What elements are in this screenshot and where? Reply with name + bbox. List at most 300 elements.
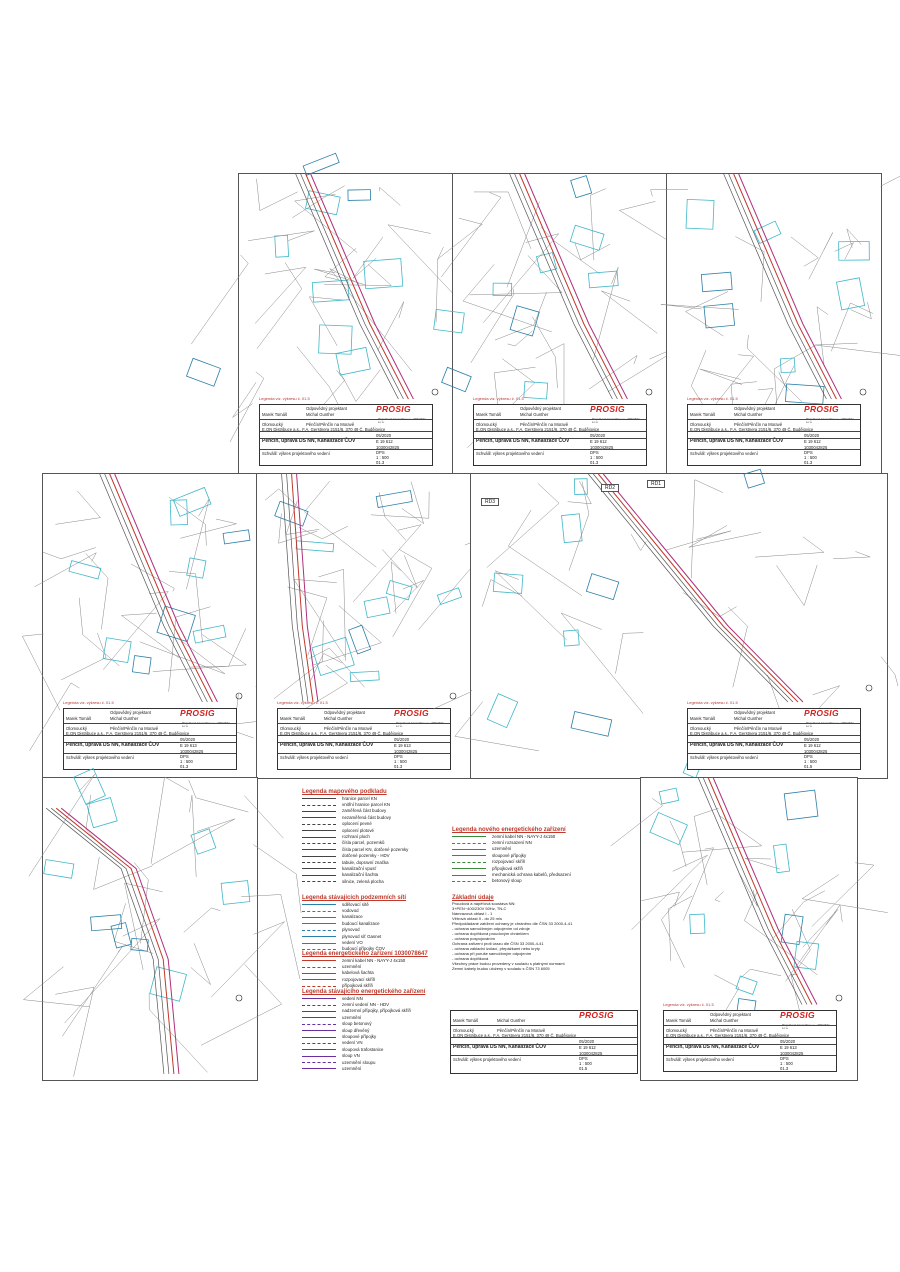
legend-swatch (302, 936, 336, 937)
building-outline (701, 272, 732, 292)
title-block (687, 404, 861, 466)
legend-swatch (302, 817, 336, 818)
legend-text: sloupové přípojky (492, 852, 527, 858)
parcel-boundary (741, 969, 781, 978)
legend-swatch (302, 911, 336, 912)
legend-existing-title: Legenda stávajících podzemních sítí (302, 895, 407, 901)
parcel-boundary (189, 780, 249, 812)
region: Olomoucký (476, 422, 497, 427)
legend-text: dotčené pozemky - HDV (342, 853, 390, 859)
legend-swatch (302, 1030, 336, 1031)
place: Pěnčín/Pěnčín na Moravě (324, 726, 373, 731)
legend-text: sloupové přípojky (342, 1033, 377, 1039)
cable-route (598, 474, 798, 702)
parcel-boundary (740, 874, 758, 906)
title-block-divider (688, 431, 860, 432)
contract-number: 1030042825 (394, 749, 418, 754)
legend-text: sloup dřevěný (342, 1027, 370, 1033)
legend-swatch (302, 1062, 336, 1063)
crosshair-icon (236, 693, 242, 699)
site-plan-map (43, 778, 257, 1080)
parcel-boundary (189, 795, 196, 877)
place: Pěnčín/Pěnčín na Moravě (110, 726, 159, 731)
legend-text: silnice, zelená plocha (342, 878, 384, 884)
investor: E.ON Distribuce a.s., F.A. Gerstnera 2151/6, 370 49 Č. Budějovice (666, 1033, 790, 1038)
legend-text: kanalizační vpusť (342, 865, 377, 871)
parcel-boundary (180, 519, 236, 538)
scale: 1 : 500 (394, 759, 407, 764)
legend-existing-items (302, 902, 442, 953)
sheet-number: 01.3 (590, 460, 599, 465)
title-block-divider (688, 723, 860, 724)
legend-swatch (302, 856, 336, 857)
title-block-divider (260, 438, 432, 439)
title-block-divider (64, 753, 236, 754)
basic-data-line: Ochrana zařízení proti úrazu dle ČSN 33 2000-4-41 (452, 941, 544, 946)
drawing-number: E 19 613 (780, 1045, 797, 1050)
legend-text: budoucí přípojky ČOV (342, 946, 385, 952)
parcel-boundary (817, 307, 828, 367)
phase: DPS (804, 754, 813, 759)
legend-swatch (452, 881, 486, 882)
legend-text: kanalizace (342, 914, 363, 920)
legend-reference-note: Legenda viz. výkresu č. 01.5 (277, 700, 328, 705)
designer-label: Odpovědný projektant (734, 406, 775, 411)
date: 05/2020 (590, 433, 606, 438)
legend-swatch (302, 998, 336, 999)
crosshair-icon (236, 995, 242, 1001)
designer-name: Michal Gunther (734, 716, 763, 721)
date: 05/2020 (579, 1039, 595, 1044)
parcel-boundary (393, 549, 432, 636)
author-name: Marek Tomáš (453, 1018, 479, 1023)
approval-note: Schválil: výkres projektového vedení (66, 755, 134, 760)
author-name: Marek Tomáš (66, 716, 92, 721)
legend-text: sdělovací sítě (342, 901, 369, 907)
legend-swatch (452, 868, 486, 869)
parcel-boundary (683, 593, 736, 617)
parcel-boundary (569, 482, 589, 571)
designer-label: Odpovědný projektant (306, 406, 347, 411)
title-block (473, 404, 647, 466)
building-outline (588, 271, 618, 288)
crosshair-icon (866, 685, 872, 691)
building-outline (487, 694, 517, 728)
parcel-boundary (244, 796, 283, 839)
legend-text: uzemnění (342, 1014, 362, 1020)
designer-name: Michal Gunther (110, 716, 139, 721)
legend-text: plynovod síť Gasnet (342, 933, 382, 939)
legend-existing-networks (302, 896, 442, 953)
legend-swatch (302, 904, 336, 905)
legend-text: zemní vedení NN - HDV (342, 1001, 390, 1007)
building-outline (839, 241, 870, 260)
title-block-divider (474, 449, 646, 450)
contract-number: 1030042825 (780, 1051, 804, 1056)
parcel-boundary (304, 481, 376, 567)
designer-name: Michal Gunther (520, 412, 549, 417)
parcel-boundary (23, 967, 89, 1007)
designer-label: Odpovědný projektant (324, 710, 365, 715)
title-block-divider (64, 723, 236, 724)
building-outline (704, 304, 735, 328)
parcel-boundary (715, 891, 724, 901)
legend-map-basis (302, 790, 442, 885)
legend-swatch (302, 798, 336, 799)
investor: E.ON Distribuce a.s., F.A. Gerstnera 2151/6, 370 49 Č. Budějovice (280, 731, 404, 736)
legend-swatch (302, 862, 336, 863)
basic-data-line: 3+PEN~400/230V 50Hz, TN-C (452, 906, 507, 911)
building-outline (364, 259, 403, 289)
approval-note: Schválil: výkres projektového vedení (453, 1057, 521, 1062)
drawing-number: E 19 612 (804, 743, 821, 748)
parcel-boundary (169, 607, 211, 692)
legend-text: přípojková skříň (342, 983, 373, 989)
project-title: Pěnčín, úprava DS NN, Kanalizace ČOV (453, 1044, 547, 1050)
parcel-boundary (121, 613, 178, 658)
parcel-boundary (495, 571, 567, 640)
legend-reference-note: Legenda viz. výkresu č. 01.5 (687, 396, 738, 401)
building-outline (437, 588, 461, 605)
parcel-boundary (615, 633, 643, 674)
parcel-boundary (593, 267, 618, 360)
building-outline (650, 813, 688, 845)
title-block-divider (664, 1025, 836, 1026)
legend-swatch (302, 917, 336, 918)
parcel-boundary (103, 592, 168, 670)
sheet-number: 01.3 (180, 764, 189, 769)
legend-swatch (452, 875, 486, 876)
legend-text: kabelová šachta (342, 970, 374, 976)
contract-number: 1030042825 (804, 749, 828, 754)
parcel-boundary (388, 225, 456, 297)
building-outline (111, 923, 131, 948)
sheet-s7 (42, 777, 258, 1081)
building-outline (571, 176, 592, 198)
parcel-boundary (471, 289, 514, 363)
title-block-divider (664, 1055, 836, 1056)
legend-swatch (302, 967, 336, 968)
project-title: Pěnčín, úprava DS NN, Kanalizace ČOV (666, 1044, 760, 1050)
investor: E.ON Distribuce a.s., F.A. Gerstnera 2151/6, 370 49 Č. Budějovice (690, 731, 814, 736)
investor: E.ON Distribuce a.s., F.A. Gerstnera 2151/6, 370 49 Č. Budějovice (690, 427, 814, 432)
legend-item (302, 879, 442, 885)
parcel-boundary (190, 628, 245, 667)
legend-item (302, 1066, 442, 1072)
crosshair-icon (432, 389, 438, 395)
parcel-boundary (241, 895, 300, 980)
legend-swatch (302, 1056, 336, 1057)
project-title: Pěnčín, úprava DS NN, Kanalizace ČOV (476, 438, 570, 444)
building-outline (376, 491, 412, 508)
legend-swatch (452, 843, 486, 844)
legend-equip-items (302, 958, 442, 990)
author-name: Marek Tomáš (262, 412, 288, 417)
road-edge (105, 474, 208, 702)
sheet-s3 (666, 173, 882, 475)
legend-equip-title: Legenda energetického zařízení 1030078647 (302, 951, 428, 957)
legend-text: betonový sloup (492, 878, 522, 884)
legend-text: vodovod (342, 907, 359, 913)
contract-number: 1030042825 (579, 1051, 603, 1056)
legend-current (302, 990, 442, 1072)
approval-note: Schválil: výkres projektového vedení (476, 451, 544, 456)
cable-route (603, 474, 803, 702)
title-block-divider (474, 431, 646, 432)
prosig-subtitle: Projektová kancelář s.r.o. / PROSIG s.r.o. (396, 721, 444, 729)
road-edge (301, 174, 404, 399)
basic-data-line: Předpokládané zatížení ochrany je chráněno dle ČSN 33 2000-4-41 (452, 921, 573, 926)
legend-text: vedení VN (342, 1040, 363, 1046)
sheet-number: 01.5 (804, 764, 813, 769)
legend-swatch (302, 1011, 336, 1012)
title-block-divider (451, 1044, 637, 1045)
drawing-number: E 19 613 (180, 743, 197, 748)
phase: DPS (780, 1056, 789, 1061)
parcel-boundary (507, 202, 540, 288)
parcel-boundary (211, 922, 284, 997)
plot-label-rd2: RD2 (601, 484, 619, 492)
designer-name: Michal Gunther (734, 412, 763, 417)
region: Olomoucký (453, 1028, 474, 1033)
title-block (687, 708, 861, 770)
cable-route (61, 808, 179, 1074)
sheet-number: 01.3 (376, 460, 385, 465)
approval-note: Schválil: výkres projektového vedení (690, 451, 758, 456)
title-block-divider (451, 1025, 637, 1026)
legend-current-title: Legenda stávajícího energetického zařízení (302, 989, 426, 995)
prosig-subtitle: Projektová kancelář s.r.o. / PROSIG s.r.o. (806, 417, 854, 425)
designer-name: Michal Gunther (306, 412, 335, 417)
title-block (63, 708, 237, 770)
sheet-s4 (42, 473, 258, 779)
building-outline (170, 500, 187, 525)
basic-data-line: - ochrana doplňková proudovým chráničem (452, 931, 529, 936)
region: Olomoucký (690, 422, 711, 427)
basic-data-title: Základní údaje (452, 895, 494, 901)
scale: 1 : 500 (804, 759, 817, 764)
prosig-logo: PROSIG (180, 708, 215, 718)
date: 05/2020 (804, 433, 820, 438)
parcel-boundary (689, 525, 761, 547)
parcel-boundary (791, 237, 818, 266)
prosig-logo: PROSIG (804, 708, 839, 718)
legend-text: sloup VN (342, 1053, 360, 1059)
parcel-boundary (833, 552, 870, 559)
drawing-number: E 19 612 (376, 439, 393, 444)
title-block-divider (664, 1044, 836, 1045)
contract-number: 1030042825 (376, 445, 400, 450)
legend-text: rozhraní ploch (342, 833, 370, 839)
region: Olomoucký (690, 726, 711, 731)
parcel-boundary (382, 550, 417, 588)
legend-text: vnitřní hranice parcel KN (342, 801, 391, 807)
place: Pěnčín/Pěnčín na Moravě (497, 1028, 546, 1033)
legend-equipment (302, 952, 442, 990)
building-outline (386, 580, 412, 599)
parcel-boundary (62, 947, 122, 1036)
parcel-boundary (532, 317, 557, 388)
parcel-boundary (353, 237, 383, 278)
author-name: Marek Tomáš (280, 716, 306, 721)
parcel-boundary (694, 808, 718, 885)
parcel-boundary (255, 267, 306, 323)
parcel-boundary (881, 169, 900, 236)
project-title: Pěnčín, úprava DS NN, Kanalizace ČOV (280, 742, 374, 748)
region: Olomoucký (262, 422, 283, 427)
parcel-boundary (149, 993, 207, 1072)
legend-text: oplocení plotové (342, 827, 374, 833)
drawing-number: E 19 613 (394, 743, 411, 748)
basic-data-line: Všechny práce budou provedeny v souladu s platnými normami (452, 961, 565, 966)
parcel-boundary (341, 370, 381, 402)
legend-swatch (302, 849, 336, 850)
parcel-boundary (474, 192, 531, 249)
legend-text: rozpojovací skříň (342, 976, 376, 982)
date: 05/2020 (180, 737, 196, 742)
place: Pěnčín/Pěnčín na Moravě (710, 1028, 759, 1033)
legend-swatch (452, 862, 486, 863)
title-block-divider (688, 419, 860, 420)
parcel-boundary (191, 943, 211, 984)
legend-swatch (452, 855, 486, 856)
plot-label-rd3: RD3 (481, 498, 499, 506)
building-outline (132, 656, 151, 674)
legend-text: uzemnění (342, 963, 362, 969)
prosig-logo: PROSIG (780, 1010, 815, 1020)
building-outline (364, 597, 390, 618)
parcel-boundary (299, 526, 348, 539)
project-title: Pěnčín, úprava DS NN, Kanalizace ČOV (66, 742, 160, 748)
author-name: Marek Tomáš (690, 412, 716, 417)
parcel-boundary (234, 694, 253, 738)
legend-text: vedení VO (342, 939, 363, 945)
title-block-divider (260, 419, 432, 420)
legend-text: zemní rozsazení NN (492, 839, 532, 845)
basic-data-lines (452, 901, 632, 971)
legend-swatch (302, 805, 336, 806)
building-outline (303, 153, 339, 175)
parcel-boundary (483, 234, 559, 323)
title-block-divider (278, 753, 450, 754)
parcel-boundary (86, 553, 108, 629)
title-block (259, 404, 433, 466)
parcel-boundary (776, 565, 817, 605)
phase: DPS (579, 1056, 588, 1061)
parcel-boundary (309, 297, 344, 346)
legend-text: nadzemní přípojky, přípojková skříň (342, 1008, 411, 1014)
parcel-boundary (257, 179, 298, 211)
legend-text: čísla parcel KN, dotčené pozemky (342, 846, 409, 852)
parcel-boundary (661, 304, 739, 309)
building-outline (69, 561, 101, 579)
investor: E.ON Distribuce a.s., F.A. Gerstnera 2151/6, 370 49 Č. Budějovice (476, 427, 600, 432)
parcel-boundary (330, 269, 412, 371)
legend-new-items (452, 834, 632, 885)
parcel-boundary (686, 292, 728, 337)
parcel-boundary (601, 291, 657, 333)
legend-current-items (302, 996, 442, 1073)
parcel-boundary (683, 848, 713, 921)
building-outline (780, 358, 795, 373)
parcel-boundary (184, 908, 221, 932)
cable-route (713, 778, 817, 1005)
place: Pěnčín/Pěnčín na Moravě (306, 422, 355, 427)
prosig-logo: PROSIG (376, 404, 411, 414)
parcel-boundary (809, 233, 833, 280)
place: Pěnčín/Pěnčín na Moravě (734, 422, 783, 427)
sheet-number: 01.3 (394, 764, 403, 769)
title-block-divider (474, 419, 646, 420)
parcel-boundary (201, 964, 282, 1045)
approval-note: Schválil: výkres projektového vedení (280, 755, 348, 760)
parcel-boundary (463, 264, 552, 331)
building-outline (659, 788, 679, 804)
designer-label: Odpovědný projektant (520, 406, 561, 411)
building-outline (574, 479, 587, 495)
legend-swatch (302, 943, 336, 944)
investor: E.ON Distribuce a.s., F.A. Gerstnera 2151/6, 370 49 Č. Budějovice (66, 731, 190, 736)
building-outline (744, 469, 765, 488)
sheet-s5 (256, 473, 472, 779)
road-edge (724, 174, 827, 399)
parcel-boundary (140, 640, 225, 674)
title-block-divider (688, 438, 860, 439)
legend-new-title: Legenda nového energetického zařízení (452, 827, 566, 833)
title-block-divider (260, 449, 432, 450)
legend-swatch (302, 949, 336, 950)
parcel-boundary (487, 483, 559, 567)
parcel-boundary (669, 896, 693, 961)
building-outline (275, 501, 308, 526)
cable-route (525, 174, 628, 399)
legend-swatch (302, 1043, 336, 1044)
road-edge (296, 174, 399, 399)
basic-data-line: Námrazová oblast I - 1 (452, 911, 493, 916)
crosshair-icon (646, 389, 652, 395)
road-edge (703, 778, 807, 1005)
parcel-boundary (65, 919, 161, 1024)
parcel-boundary (55, 987, 94, 1076)
building-outline (103, 638, 131, 663)
scale: 1 : 500 (590, 455, 603, 460)
basic-data-line: - ochrana doplňková (452, 956, 489, 961)
parcel-boundary (835, 243, 854, 260)
legend-text: nezaměřená část budovy (342, 814, 392, 820)
scale: 1 : 500 (579, 1061, 592, 1066)
parcel-boundary (632, 855, 708, 930)
sheet-s8 (640, 777, 858, 1081)
drawing-number: E 19 612 (804, 439, 821, 444)
building-outline (570, 225, 604, 250)
title-block-divider (688, 735, 860, 736)
building-outline (221, 881, 250, 905)
road-edge (588, 474, 788, 702)
approval-note: Schválil: výkres projektového vedení (666, 1057, 734, 1062)
basic-data-line: - ochrana pospojováním (452, 936, 495, 941)
parcel-boundary (34, 553, 96, 587)
legend-swatch (302, 837, 336, 838)
parcel-boundary (380, 187, 401, 205)
legend-item (452, 878, 632, 884)
date: 05/2020 (804, 737, 820, 742)
approval-note: Schválil: výkres projektového vedení (690, 755, 758, 760)
parcel-boundary (151, 777, 189, 864)
title-block-divider (278, 723, 450, 724)
designer-name: Michal Gunther (324, 716, 353, 721)
region: Olomoucký (666, 1028, 687, 1033)
building-outline (571, 712, 612, 737)
